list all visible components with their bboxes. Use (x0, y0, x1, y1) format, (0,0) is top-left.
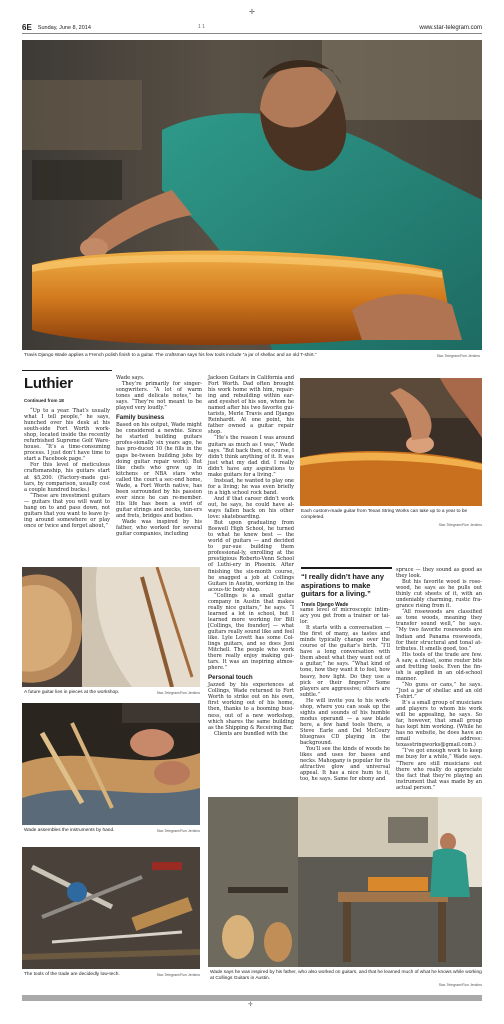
paragraph: For this level of meticulous craftsmanship, his guitars start at $5,200. (Factory-made gui-tars, by comparison, usually cost a couple hundred bucks.) (24, 462, 110, 493)
story-column-1 (24, 408, 110, 529)
subhead-family-business: Family business (116, 414, 165, 422)
paragraph: “I’ve got enough work to keep me busy for a while,” Wade says. “There are still musicians out there who really do appreciate the fact that they’re playing an instrument that was made by an actual person.” (396, 748, 482, 791)
photo-guitar-pieces (22, 567, 200, 687)
guitar-pieces-credit: Star-Telegram/Ron Jenkins (156, 691, 200, 695)
paragraph: same level of microscopic intim-acy you get from a trainer or tai-lor. (300, 607, 390, 626)
photo-hands-assembling (22, 703, 200, 825)
page-header (22, 22, 482, 34)
registration-mark-top: ✛ (249, 8, 255, 16)
hands-assembling-caption: Wade assembles the instruments by hand. (24, 828, 115, 833)
pull-quote-text: “I really didn’t have any aspirations to make guitars for a living.” (301, 572, 384, 599)
paragraph: “Up to a year. That’s usually what I tell people,” he says, hunched over his desk at his south-side Fort Worth work-shop, located inside the recently refurbished Supreme Golf Ware-house. “It’s a time-consuming process. I just don’t have time to start a Facebook page.” (24, 408, 110, 463)
paragraph: It starts with a conversation — the first of many, as tastes and minds typically change over the course of the guitar’s birth. “I’ll have a long conversation with them about what they want out of a guitar,” he says. “What kind of tone, how they want it to feel, how heavy, how light. Do they use a pick or their fingers? Some players are aggressive; others are subtle.” (300, 625, 390, 698)
paragraph: Jackson Guitars in California and Fort Worth. Dad often brought his work home with him, repair-ing and rebuilding within ear-and eyeshot of his son, whom he named after his two favorite gui-tarists, Merle Travis and Django Reinhardt. At one point, his father owned a guitar repair shop. (208, 375, 294, 436)
paragraph: “Collings is a small guitar company in Austin that makes really nice guitars,” he says. “I learned a lot in school, but I learned more working for Bill [Collings, the founder] — what guitars really sound like and feel like. Lyle Lovett has some Col-lings guitars, and so does Joni Mitchell. The people who work there really enjoy making gui-tars. It was an inspiring atmos-phere.” (208, 592, 294, 672)
tools-credit: Star-Telegram/Ron Jenkins (156, 973, 200, 977)
paragraph: And if that career didn’t work out, he says, he could have al-ways fallen back on his other love: skateboarding. (208, 495, 294, 521)
page-date: Sunday, June 8, 2014 (37, 24, 91, 31)
photo-workshop (208, 797, 482, 967)
hands-assembling-credit: Star-Telegram/Ron Jenkins (156, 829, 200, 833)
paragraph: His tools of the trade are few. A saw, a chisel, some router bits and fretting tools. Even the fin-ish is applied in an old-school manner. (396, 651, 482, 682)
continued-from: Continued from 1E (24, 398, 65, 403)
registration-mark-bottom: ✛ (248, 1001, 254, 1008)
hands-assembling-image (22, 703, 200, 825)
guitar-pieces-image (22, 567, 200, 687)
guitar-top-credit: Star-Telegram/Ron Jenkins (438, 523, 482, 527)
workshop-image (208, 797, 482, 967)
paragraph: Jazzed by his experiences at Collings, Wade returned to Fort Worth to strike out on his own, first working out of his home, then, thanks to a booming busi-ness, out of a new workshop, which shares the same building as the Shipping & Receiving Bar. (208, 682, 294, 731)
paragraph: But upon graduating from Boswell High School, he turned to what he knew best — the world of guitars — and decided to pur-sue building them professional-ly, enrolling at the prestigious Roberto-Venn School of Luthi-ery in Phoenix. After finishing the six-month course, he snagged a job at Collings Guitars in Austin, working in the acous-tic body shop. (208, 520, 294, 593)
story-column-4 (300, 607, 390, 782)
paragraph: spruce — they sound as good as they look. (396, 567, 482, 580)
guitar-pieces-caption: A future guitar lies in pieces at the workshop. (24, 690, 120, 695)
guitar-top-image (300, 378, 482, 506)
paragraph: But his favorite wood is rose-wood, he says as he pulls out thinly cut sheets of it, with an undeniably charming, rustic fra-grance rising from it. (396, 579, 482, 610)
headline-rule (22, 370, 112, 371)
story-column-3 (208, 375, 294, 737)
paragraph: “All rosewoods are classified as tone woods, meaning they transfer sound well,” he says. “My two favorite rosewoods are Indian and Panama rosewoods, for their structural and tonal at-tributes. It smells good, too.” (396, 609, 482, 652)
photo-guitar-top (300, 378, 482, 506)
paragraph: Instead, he wanted to play one for a living; he was even briefly in a high school rock band. (208, 477, 294, 496)
story-headline: Luthier (24, 375, 73, 392)
pull-quote (301, 567, 392, 608)
paragraph: They’re primarily for singer-songwriters. “A lot of warm tones and delicate notes,” he says. “They’re not meant to be played very loudly.” (116, 381, 202, 412)
subhead-personal-touch: Personal touch (208, 674, 253, 682)
paragraph: “He’s the reason I was around guitars as much as I was,” Wade says. “But back then, of course, I didn’t think anything of it. It was just what my dad did. I really didn’t have any aspirations to make guitars for a living.” (208, 435, 294, 478)
guitar-top-caption: Each custom-made guitar from Texas String Works can take up to a year to be completed. (301, 509, 468, 520)
workshop-credit: Star-Telegram/Ron Jenkins (438, 983, 482, 987)
story-column-5 (396, 567, 482, 791)
paragraph: You’ll see the kinds of woods he likes and uses for bases and necks. Mahogany is popular for its attractive glow and universal appeal. It has a nice hum to it, too, he says. Same for ebony and (300, 746, 390, 783)
paragraph: “No guns or cans,” he says. “Just a jar of shellac and an old T-shirt.” (396, 681, 482, 700)
paragraph: Wade says. (116, 375, 145, 381)
main-photo-image (22, 40, 482, 350)
paragraph: Clients are bundled with the (214, 730, 288, 737)
tools-image (22, 847, 200, 969)
main-photo-luthier-polishing (22, 40, 482, 350)
registration-numbers: 1 1 (198, 24, 205, 30)
paragraph: He will invite you to his work-shop, where you can soak up the sights and sounds of his humble modus operandi — a saw blade here, a few hand tools there, a Steve Earle and Del McCoury bluegrass CD playing in the background. (300, 697, 390, 747)
paragraph: Based on his output, Wade might be considered a newbie. Since he started building guitars profes-sionally six years ago, he has pro-duced 10 (he fills in the gaps be-tween building jobs by doing guitar repair work). But like chefs who grew up in kitchens or NBA stars who called the court a sec-ond home, Wade, a Fort Worth native, has been surrounded by his passion ever since he can re-member. His life has been a swirl of guitar strings and necks, tun-ers and frets, bridges and bodies. (116, 422, 202, 519)
main-photo-credit: Star-Telegram/Ron Jenkins (436, 354, 480, 358)
paragraph: Wade was inspired by his father, who worked for several guitar companies, including (116, 519, 202, 538)
paragraph: “These are investment guitars — guitars that you will want to hang on to and pass down, not guitars that you want to leave ly-ing around somewhere or play once or twice and forget about,” (24, 492, 110, 529)
workshop-caption: Wade says he was inspired by his father, who also worked on guitars, and that he learned much of what he knows while working at Collings Guitars in Austin. (210, 970, 482, 981)
main-photo-caption: Travis Django Wade applies a French polish finish to a guitar. The craftsman says his few tools include “a jar of shellac and an old T-shirt.” (24, 353, 317, 358)
pull-quote-attribution: Travis Django Wade (301, 601, 349, 608)
story-column-2 (116, 375, 202, 537)
tools-caption: The tools of the trade are decidedly low-tech. (24, 972, 120, 977)
photo-tools (22, 847, 200, 969)
paragraph: It’s a small group of musicians and players to whom his work will be appealing, he says. So far, however, that small group has kept him working. (While he has no website, he does have an email address: texasstringworks@gmail.com.) (396, 700, 482, 749)
page-number: 6E (22, 23, 32, 32)
site-url: www.star-telegram.com (419, 24, 482, 31)
